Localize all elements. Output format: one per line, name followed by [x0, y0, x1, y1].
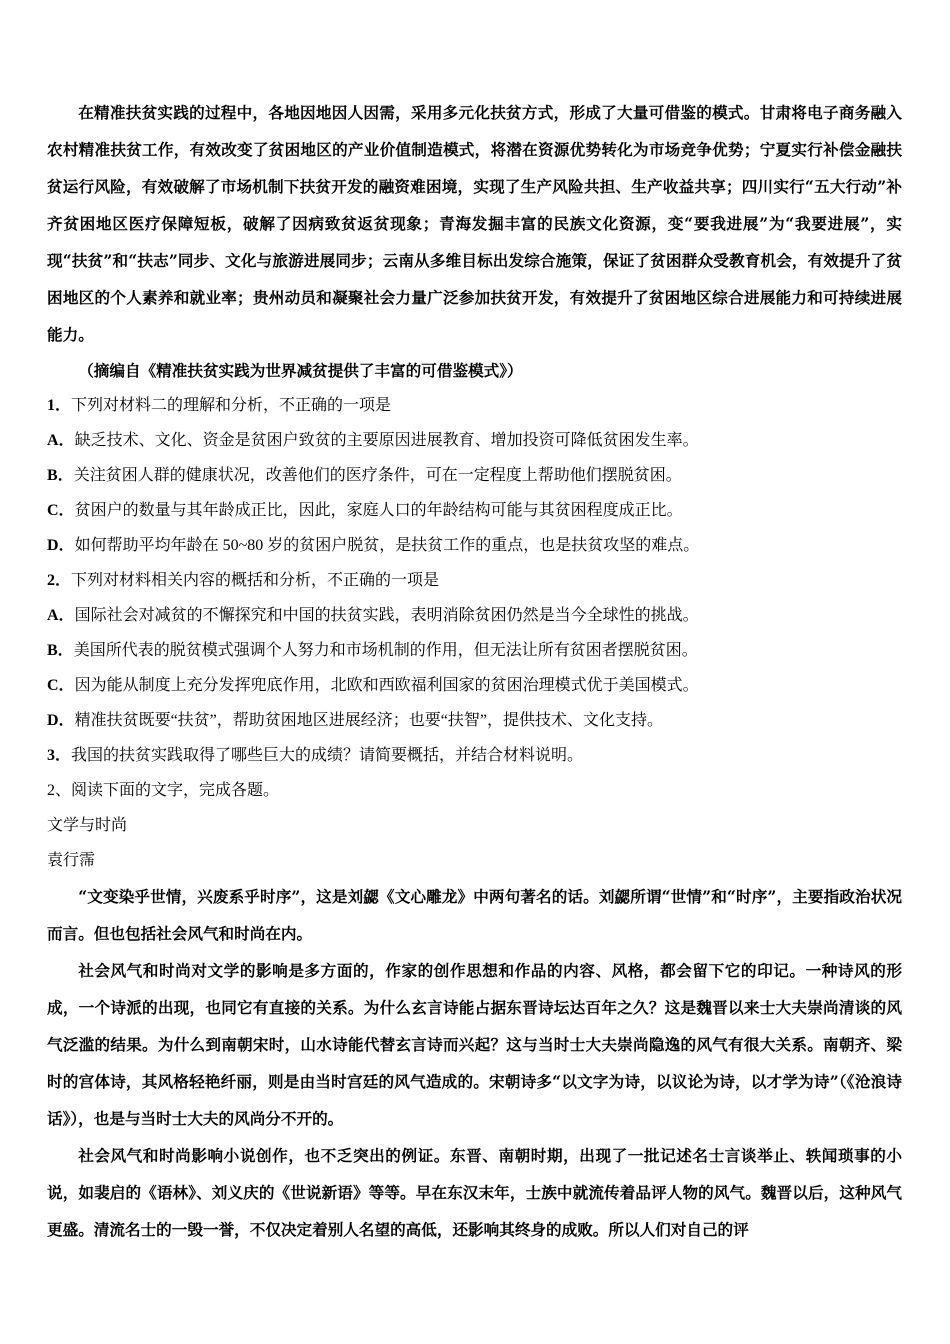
article-paragraph: 社会风气和时尚影响小说创作，也不乏突出的例证。东晋、南朝时期，出现了一批记述名士言谈举止、轶闻琐事的小说，如裴启的《语林》、刘义庆的《世说新语》等等。早在东汉末年，士族中就流传着品评人物的风气。魏晋以后，这种风气更盛。清流名士的一毁一誉，不仅决定着别人名望的高低，还影响其终身的成败。所以人们对自己的评	[47, 1146, 902, 1239]
option-a	[47, 423, 902, 458]
option-c	[47, 493, 902, 528]
question-3	[47, 738, 902, 773]
option-b	[47, 458, 902, 493]
document-page	[47, 94, 902, 1248]
option-letter: A．	[47, 607, 75, 624]
option-letter: D．	[47, 712, 75, 729]
question-2	[47, 563, 902, 738]
question-number: 3．	[47, 747, 72, 764]
question-stem	[47, 563, 902, 598]
option-letter: D．	[47, 537, 75, 554]
passage-intro-paragraph: 在精准扶贫实践的过程中，各地因地因人因需，采用多元化扶贫方式，形成了大量可借鉴的模式。甘肃将电子商务融入农村精准扶贫工作，有效改变了贫困地区的产业价值制造模式，将潜在资源优势转化为市场竞争优势；宁夏实行补偿金融扶贫运行风险，有效破解了市场机制下扶贫开发的融资难困境，实现了生产风险共担、生产收益共享；四川实行“五大行动”补齐贫困地区医疗保障短板，破解了因病致贫返贫现象；青海发掘丰富的民族文化资源，变“要我进展”为“我要进展”，实现“扶贫”和“扶志”同步、文化与旅游进展同步；云南从多维目标出发综合施策，保证了贫困群众受教育机会，有效提升了贫困地区的个人素养和就业率；贵州动员和凝聚社会力量广泛参加扶贫开发，有效提升了贫困地区综合进展能力和可持续进展能力。	[47, 103, 902, 344]
question-text: 我国的扶贫实践取得了哪些巨大的成绩？请简要概括，并结合材料说明。	[71, 747, 584, 764]
option-text: 国际社会对减贫的不懈探究和中国的扶贫实践，表明消除贫困仍然是当今全球性的挑战。	[74, 607, 699, 624]
article-title: 文学与时尚	[47, 817, 128, 834]
article-author: 袁行霈	[47, 852, 96, 869]
option-text: 贫困户的数量与其年龄成正比，因此，家庭人口的年龄结构可能与其贫困程度成正比。	[74, 502, 683, 519]
question-stem	[47, 388, 902, 423]
option-d	[47, 703, 902, 738]
option-d	[47, 528, 902, 563]
article-paragraph: 社会风气和时尚对文学的影响是多方面的，作家的创作思想和作品的内容、风格，都会留下它的印记。一种诗风的形成，一个诗派的出现，也同它有直接的关系。为什么玄言诗能占据东晋诗坛达百年之久？这是魏晋以来士大夫崇尚清谈的风气泛滥的结果。为什么到南朝宋时，山水诗能代替玄言诗而兴起？这与当时士大夫崇尚隐逸的风气有很大关系。南朝齐、梁时的宫体诗，其风格轻艳纤丽，则是由当时宫廷的风气造成的。宋朝诗多“以文字为诗，以议论为诗，以才学为诗”（《沧浪诗话》），也是与当时士大夫的风尚分不开的。	[47, 961, 902, 1128]
question-number: 1．	[47, 397, 72, 414]
option-letter: B．	[47, 642, 74, 659]
option-text: 美国所代表的脱贫模式强调个人努力和市场机制的作用，但无法让所有贫困者摆脱贫困。	[73, 642, 698, 659]
option-a	[47, 598, 902, 633]
question-text: 下列对材料二的理解和分析，不正确的一项是	[71, 397, 392, 414]
option-text: 精准扶贫既要“扶贫”，帮助贫困地区进展经济；也要“扶智”，提供技术、文化支持。	[74, 712, 663, 729]
question-number: 2．	[47, 572, 72, 589]
source-note: （摘编自《精准扶贫实践为世界减贫提供了丰富的可借鉴模式》）	[78, 361, 523, 380]
option-letter: A．	[47, 432, 75, 449]
section-2-heading: 2、阅读下面的文字，完成各题。	[47, 782, 280, 799]
option-text: 关注贫困人群的健康状况，改善他们的医疗条件，可在一定程度上帮助他们摆脱贫困。	[73, 467, 682, 484]
question-text: 下列对材料相关内容的概括和分析，不正确的一项是	[71, 572, 440, 589]
option-text: 因为能从制度上充分发挥兜底作用，北欧和西欧福利国家的贫困治理模式优于美国模式。	[74, 677, 699, 694]
option-c	[47, 668, 902, 703]
question-stem	[47, 738, 902, 773]
question-1	[47, 388, 902, 563]
option-text: 缺乏技术、文化、资金是贫困户致贫的主要原因进展教育、增加投资可降低贫困发生率。	[74, 432, 699, 449]
option-letter: C．	[47, 502, 75, 519]
option-letter: C．	[47, 677, 75, 694]
option-b	[47, 633, 902, 668]
option-letter: B．	[47, 467, 74, 484]
option-text: 如何帮助平均年龄在 50~80 岁的贫困户脱贫，是扶贫工作的重点，也是扶贫攻坚的难点。	[74, 537, 700, 554]
article-paragraph: “文变染乎世情，兴废系乎时序”，这是刘勰《文心雕龙》中两句著名的话。刘勰所谓“世情”和“时序”，主要指政治状况而言。但也包括社会风气和时尚在内。	[47, 887, 902, 943]
